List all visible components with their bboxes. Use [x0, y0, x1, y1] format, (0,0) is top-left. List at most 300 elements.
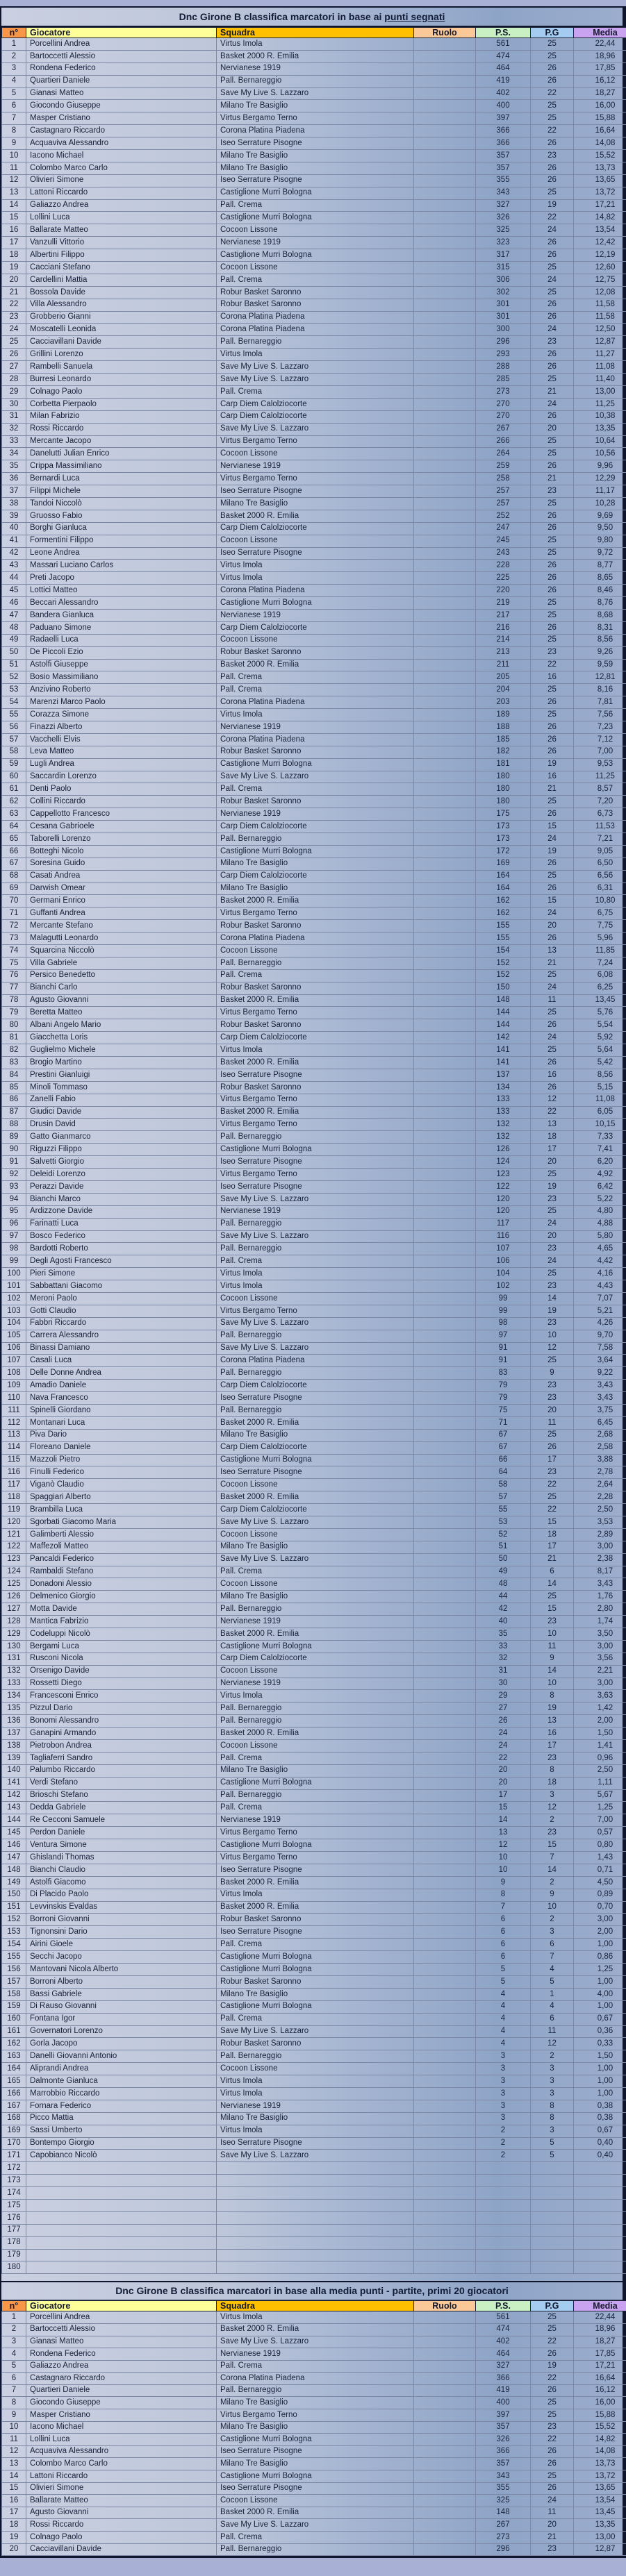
- games-cell: 23: [531, 1380, 574, 1392]
- player-cell: Olivieri Simone: [26, 2482, 217, 2495]
- games-cell: 3: [531, 2063, 574, 2075]
- rank-cell: 109: [2, 1380, 26, 1392]
- player-cell: Floreano Daniele: [26, 1441, 217, 1454]
- average-cell: 7,41: [574, 1144, 626, 1156]
- player-cell: Carrera Alessandro: [26, 1330, 217, 1342]
- rank-cell: 53: [2, 684, 26, 696]
- player-row: [2, 671, 626, 684]
- games-cell: 25: [531, 286, 574, 299]
- role-cell: [414, 1268, 476, 1280]
- role-cell: [414, 1106, 476, 1119]
- average-cell: 9,69: [574, 510, 626, 522]
- games-cell: 19: [531, 1180, 574, 1193]
- player-cell: Binassi Damiano: [26, 1342, 217, 1355]
- empty-row: [2, 2261, 626, 2274]
- average-cell: 11,58: [574, 299, 626, 311]
- rank-cell: 103: [2, 1305, 26, 1317]
- average-cell: 14,08: [574, 2445, 626, 2458]
- player-cell: [26, 2162, 217, 2175]
- average-cell: 1,00: [574, 1975, 626, 1988]
- player-cell: Anzivino Roberto: [26, 684, 217, 696]
- player-row: [2, 1019, 626, 1032]
- points-cell: 51: [476, 1541, 531, 1553]
- average-cell: [574, 2261, 626, 2274]
- games-cell: 22: [531, 87, 574, 100]
- games-cell: 3: [531, 2125, 574, 2137]
- points-cell: 64: [476, 1466, 531, 1479]
- player-cell: Bosco Federico: [26, 1230, 217, 1243]
- average-cell: 7,81: [574, 696, 626, 709]
- average-cell: 2,68: [574, 1429, 626, 1441]
- player-cell: Rossetti Diego: [26, 1678, 217, 1690]
- role-cell: [414, 858, 476, 870]
- points-cell: 252: [476, 510, 531, 522]
- role-cell: [414, 162, 476, 174]
- player-row: [2, 1180, 626, 1193]
- team-cell: [217, 2175, 414, 2187]
- team-cell: Iseo Serrature Pisogne: [217, 1926, 414, 1939]
- player-cell: Pieri Simone: [26, 1268, 217, 1280]
- player-cell: Meroni Paolo: [26, 1292, 217, 1305]
- player-cell: Saccardin Lorenzo: [26, 771, 217, 783]
- player-row: [2, 2000, 626, 2013]
- average-cell: 0,67: [574, 2125, 626, 2137]
- player-row: [2, 870, 626, 883]
- rank-cell: 1: [2, 38, 26, 51]
- points-cell: 152: [476, 957, 531, 969]
- team-cell: [217, 2261, 414, 2274]
- role-cell: [414, 560, 476, 572]
- rank-cell: 167: [2, 2100, 26, 2112]
- points-cell: 144: [476, 1019, 531, 1032]
- team-cell: Basket 2000 R. Emilia: [217, 1057, 414, 1069]
- games-cell: 23: [531, 1827, 574, 1839]
- player-cell: Mantovani Nicola Alberto: [26, 1964, 217, 1976]
- player-row: [2, 1665, 626, 1678]
- points-cell: 44: [476, 1591, 531, 1603]
- role-cell: [414, 1044, 476, 1057]
- player-cell: Acquaviva Alessandro: [26, 2445, 217, 2458]
- average-cell: 4,88: [574, 1218, 626, 1230]
- player-cell: Albertini Filippo: [26, 249, 217, 262]
- role-cell: [414, 1777, 476, 1789]
- rank-cell: 15: [2, 212, 26, 224]
- games-cell: 23: [531, 485, 574, 498]
- role-cell: [414, 1578, 476, 1591]
- player-row: [2, 2336, 626, 2348]
- player-cell: Casati Andrea: [26, 870, 217, 883]
- rank-cell: 69: [2, 883, 26, 895]
- rank-cell: 73: [2, 932, 26, 945]
- player-cell: Rossi Riccardo: [26, 2519, 217, 2532]
- points-cell: 8: [476, 1889, 531, 1901]
- player-row: [2, 1317, 626, 1330]
- player-cell: Rondena Federico: [26, 2348, 217, 2361]
- rank-cell: 89: [2, 1131, 26, 1144]
- rank-cell: 172: [2, 2162, 26, 2175]
- team-cell: Milano Tre Basiglio: [217, 1988, 414, 2000]
- player-row: [2, 833, 626, 846]
- player-row: [2, 1342, 626, 1355]
- points-cell: [476, 2224, 531, 2236]
- average-cell: 4,92: [574, 1169, 626, 1181]
- average-cell: 10,28: [574, 497, 626, 510]
- team-cell: Corona Platina Piadena: [217, 585, 414, 597]
- games-cell: 23: [531, 1280, 574, 1293]
- games-cell: 26: [531, 1019, 574, 1032]
- average-cell: 0,86: [574, 1951, 626, 1964]
- player-cell: Soresina Guido: [26, 858, 217, 870]
- points-cell: 225: [476, 572, 531, 585]
- games-cell: 26: [531, 311, 574, 324]
- role-cell: [414, 1317, 476, 1330]
- player-row: [2, 1504, 626, 1516]
- rank-cell: 117: [2, 1479, 26, 1491]
- rank-cell: 17: [2, 237, 26, 249]
- average-cell: 7,12: [574, 733, 626, 746]
- games-cell: 26: [531, 62, 574, 75]
- team-cell: Cocoon Lissone: [217, 1292, 414, 1305]
- games-cell: 9: [531, 1889, 574, 1901]
- role-cell: [414, 1380, 476, 1392]
- player-cell: Bontempo Giorgio: [26, 2137, 217, 2150]
- player-row: [2, 1975, 626, 1988]
- rank-cell: 125: [2, 1578, 26, 1591]
- points-cell: 106: [476, 1255, 531, 1268]
- games-cell: 2: [531, 1814, 574, 1827]
- average-cell: 7,23: [574, 721, 626, 733]
- role-cell: [414, 1156, 476, 1169]
- team-cell: Virtus Bergamo Terno: [217, 1169, 414, 1181]
- games-cell: 25: [531, 2470, 574, 2483]
- rank-cell: 8: [2, 2397, 26, 2409]
- player-row: [2, 1230, 626, 1243]
- role-cell: [414, 957, 476, 969]
- average-cell: 13,35: [574, 423, 626, 435]
- points-cell: 79: [476, 1392, 531, 1405]
- player-row: [2, 2507, 626, 2519]
- role-cell: [414, 2199, 476, 2211]
- games-cell: [531, 2211, 574, 2224]
- player-cell: Delle Donne Andrea: [26, 1367, 217, 1380]
- games-cell: 25: [531, 1205, 574, 1218]
- rank-cell: 137: [2, 1728, 26, 1740]
- average-cell: 6,08: [574, 969, 626, 982]
- rank-cell: 139: [2, 1752, 26, 1764]
- points-cell: 343: [476, 2470, 531, 2483]
- role-cell: [414, 1230, 476, 1243]
- role-cell: [414, 696, 476, 709]
- rank-cell: 55: [2, 709, 26, 721]
- games-cell: 8: [531, 2112, 574, 2125]
- games-cell: 25: [531, 609, 574, 621]
- average-cell: 2,00: [574, 1926, 626, 1939]
- games-cell: 25: [531, 709, 574, 721]
- player-cell: Orsenigo Davide: [26, 1665, 217, 1678]
- player-row: [2, 1144, 626, 1156]
- player-row: [2, 1901, 626, 1914]
- average-cell: 0,38: [574, 2112, 626, 2125]
- team-cell: Virtus Bergamo Terno: [217, 1852, 414, 1864]
- team-cell: Save My Live S. Lazzaro: [217, 1193, 414, 1205]
- points-cell: 3: [476, 2112, 531, 2125]
- player-row: [2, 982, 626, 994]
- role-cell: [414, 2384, 476, 2397]
- role-cell: [414, 1988, 476, 2000]
- games-cell: 3: [531, 2087, 574, 2100]
- games-cell: 26: [531, 75, 574, 87]
- player-row: [2, 423, 626, 435]
- average-cell: 12,42: [574, 237, 626, 249]
- points-cell: 22: [476, 1752, 531, 1764]
- role-cell: [414, 1193, 476, 1205]
- average-cell: 2,00: [574, 1715, 626, 1728]
- rank-cell: 131: [2, 1653, 26, 1665]
- average-cell: 16,64: [574, 125, 626, 137]
- points-cell: 164: [476, 883, 531, 895]
- player-row: [2, 1591, 626, 1603]
- rank-cell: 115: [2, 1454, 26, 1466]
- player-row: [2, 758, 626, 771]
- games-cell: 26: [531, 560, 574, 572]
- player-row: [2, 1889, 626, 1901]
- rank-cell: 75: [2, 957, 26, 969]
- team-cell: Milano Tre Basiglio: [217, 1541, 414, 1553]
- empty-row: [2, 2236, 626, 2249]
- team-cell: Save My Live S. Lazzaro: [217, 1342, 414, 1355]
- games-cell: 23: [531, 1317, 574, 1330]
- player-row: [2, 1914, 626, 1926]
- average-cell: 11,40: [574, 374, 626, 386]
- team-cell: Save My Live S. Lazzaro: [217, 361, 414, 374]
- player-cell: Villa Alessandro: [26, 299, 217, 311]
- player-row: [2, 858, 626, 870]
- points-cell: 30: [476, 1678, 531, 1690]
- player-cell: Rossi Riccardo: [26, 423, 217, 435]
- player-cell: Masper Cristiano: [26, 2409, 217, 2422]
- games-cell: 25: [531, 1044, 574, 1057]
- rank-cell: 165: [2, 2075, 26, 2088]
- player-cell: [26, 2187, 217, 2200]
- team-cell: Save My Live S. Lazzaro: [217, 1553, 414, 1566]
- role-cell: [414, 2482, 476, 2495]
- role-cell: [414, 982, 476, 994]
- role-cell: [414, 1703, 476, 1715]
- role-cell: [414, 1392, 476, 1405]
- player-row: [2, 957, 626, 969]
- player-row: [2, 410, 626, 423]
- player-row: [2, 112, 626, 125]
- role-cell: [414, 1628, 476, 1641]
- player-cell: Ganapini Armando: [26, 1728, 217, 1740]
- role-cell: [414, 1057, 476, 1069]
- points-cell: 79: [476, 1380, 531, 1392]
- rank-cell: 152: [2, 1914, 26, 1926]
- points-cell: 98: [476, 1317, 531, 1330]
- games-cell: 11: [531, 1416, 574, 1429]
- team-cell: Basket 2000 R. Emilia: [217, 2323, 414, 2336]
- points-cell: 12: [476, 1839, 531, 1852]
- page-background-strip: [0, 0, 626, 6]
- role-cell: [414, 361, 476, 374]
- rank-cell: 35: [2, 460, 26, 473]
- team-cell: Virtus Imola: [217, 1280, 414, 1293]
- team-cell: Pall. Bernareggio: [217, 1367, 414, 1380]
- average-cell: 8,77: [574, 560, 626, 572]
- games-cell: 26: [531, 572, 574, 585]
- team-cell: Pall. Bernareggio: [217, 1131, 414, 1144]
- table2-title: [1, 2281, 623, 2300]
- average-cell: 3,64: [574, 1355, 626, 1367]
- role-cell: [414, 435, 476, 448]
- player-row: [2, 2458, 626, 2470]
- rank-cell: 106: [2, 1342, 26, 1355]
- team-cell: Save My Live S. Lazzaro: [217, 374, 414, 386]
- average-cell: 12,87: [574, 336, 626, 349]
- average-cell: 1,43: [574, 1852, 626, 1864]
- team-cell: Save My Live S. Lazzaro: [217, 2519, 414, 2532]
- team-cell: Nervianese 1919: [217, 2100, 414, 2112]
- role-cell: [414, 299, 476, 311]
- player-cell: Lottici Matteo: [26, 585, 217, 597]
- player-cell: Porcellini Andrea: [26, 2311, 217, 2324]
- games-cell: 26: [531, 621, 574, 634]
- games-cell: 14: [531, 1665, 574, 1678]
- games-cell: 25: [531, 684, 574, 696]
- player-cell: Mercante Jacopo: [26, 435, 217, 448]
- points-cell: 29: [476, 1690, 531, 1703]
- points-cell: 327: [476, 199, 531, 212]
- average-cell: 7,00: [574, 1814, 626, 1827]
- rank-cell: 177: [2, 2224, 26, 2236]
- role-cell: [414, 2311, 476, 2324]
- points-cell: 122: [476, 1180, 531, 1193]
- rank-cell: 95: [2, 1205, 26, 1218]
- rank-cell: 15: [2, 2482, 26, 2495]
- rank-cell: 94: [2, 1193, 26, 1205]
- player-cell: Sassi Umberto: [26, 2125, 217, 2137]
- role-cell: [414, 833, 476, 846]
- player-row: [2, 1355, 626, 1367]
- player-cell: Re Cecconi Samuele: [26, 1814, 217, 1827]
- player-row: [2, 324, 626, 336]
- role-cell: [414, 733, 476, 746]
- team-cell: Castiglione Murri Bologna: [217, 2000, 414, 2013]
- average-cell: 15,88: [574, 2409, 626, 2422]
- rank-cell: 166: [2, 2087, 26, 2100]
- points-cell: 185: [476, 733, 531, 746]
- team-cell: Basket 2000 R. Emilia: [217, 1901, 414, 1914]
- rank-cell: 41: [2, 535, 26, 547]
- average-cell: 7,21: [574, 833, 626, 846]
- player-row: [2, 2373, 626, 2385]
- player-cell: Picco Mattia: [26, 2112, 217, 2125]
- average-cell: 2,50: [574, 1504, 626, 1516]
- games-cell: 1: [531, 1988, 574, 2000]
- player-row: [2, 1429, 626, 1441]
- points-cell: 211: [476, 659, 531, 671]
- team-cell: Pall. Crema: [217, 783, 414, 796]
- team-cell: Virtus Bergamo Terno: [217, 1007, 414, 1019]
- average-cell: 10,56: [574, 448, 626, 460]
- role-cell: [414, 1814, 476, 1827]
- player-row: [2, 597, 626, 610]
- rank-cell: 78: [2, 994, 26, 1007]
- points-cell: 104: [476, 1268, 531, 1280]
- average-cell: 8,17: [574, 1566, 626, 1578]
- player-row: [2, 696, 626, 709]
- average-cell: 14,08: [574, 137, 626, 150]
- player-cell: Montanari Luca: [26, 1416, 217, 1429]
- player-cell: Castagnaro Riccardo: [26, 2373, 217, 2385]
- rank-cell: 18: [2, 249, 26, 262]
- games-cell: 25: [531, 535, 574, 547]
- player-row: [2, 2543, 626, 2556]
- games-cell: 22: [531, 212, 574, 224]
- points-cell: 173: [476, 821, 531, 833]
- player-row: [2, 336, 626, 349]
- player-cell: Deleidi Lorenzo: [26, 1169, 217, 1181]
- player-row: [2, 535, 626, 547]
- team-cell: Virtus Bergamo Terno: [217, 1305, 414, 1317]
- points-cell: 270: [476, 410, 531, 423]
- average-cell: 11,25: [574, 398, 626, 410]
- player-cell: Astolfi Giuseppe: [26, 659, 217, 671]
- games-cell: 8: [531, 2100, 574, 2112]
- player-row: [2, 1616, 626, 1628]
- rank-cell: 77: [2, 982, 26, 994]
- rank-cell: 50: [2, 646, 26, 659]
- team-cell: Virtus Imola: [217, 1268, 414, 1280]
- role-cell: [414, 1528, 476, 1541]
- average-cell: 3,50: [574, 1628, 626, 1641]
- role-cell: [414, 758, 476, 771]
- games-cell: 16: [531, 771, 574, 783]
- points-cell: 400: [476, 2397, 531, 2409]
- rank-cell: 66: [2, 845, 26, 858]
- points-cell: 2: [476, 2125, 531, 2137]
- role-cell: [414, 671, 476, 684]
- player-cell: Bardotti Roberto: [26, 1243, 217, 1255]
- team-cell: Milano Tre Basiglio: [217, 1591, 414, 1603]
- player-cell: Finazzi Alberto: [26, 721, 217, 733]
- player-row: [2, 796, 626, 808]
- points-standings-table: [1, 27, 626, 2274]
- rank-cell: 114: [2, 1441, 26, 1454]
- player-cell: Gruosso Fabio: [26, 510, 217, 522]
- average-cell: 10,64: [574, 435, 626, 448]
- team-cell: Virtus Bergamo Terno: [217, 435, 414, 448]
- games-cell: 19: [531, 2360, 574, 2373]
- games-cell: 25: [531, 1169, 574, 1181]
- rank-cell: 72: [2, 920, 26, 932]
- games-cell: 5: [531, 2150, 574, 2162]
- team-cell: [217, 2199, 414, 2211]
- team-cell: Virtus Imola: [217, 38, 414, 51]
- player-row: [2, 1566, 626, 1578]
- points-cell: 189: [476, 709, 531, 721]
- points-cell: 91: [476, 1342, 531, 1355]
- average-cell: 0,89: [574, 1889, 626, 1901]
- games-cell: 9: [531, 1367, 574, 1380]
- average-cell: 3,00: [574, 1914, 626, 1926]
- games-cell: 25: [531, 1007, 574, 1019]
- points-cell: 355: [476, 174, 531, 187]
- games-cell: 14: [531, 1292, 574, 1305]
- player-row: [2, 199, 626, 212]
- team-cell: Save My Live S. Lazzaro: [217, 2336, 414, 2348]
- team-cell: Carp Diem Calolziocorte: [217, 821, 414, 833]
